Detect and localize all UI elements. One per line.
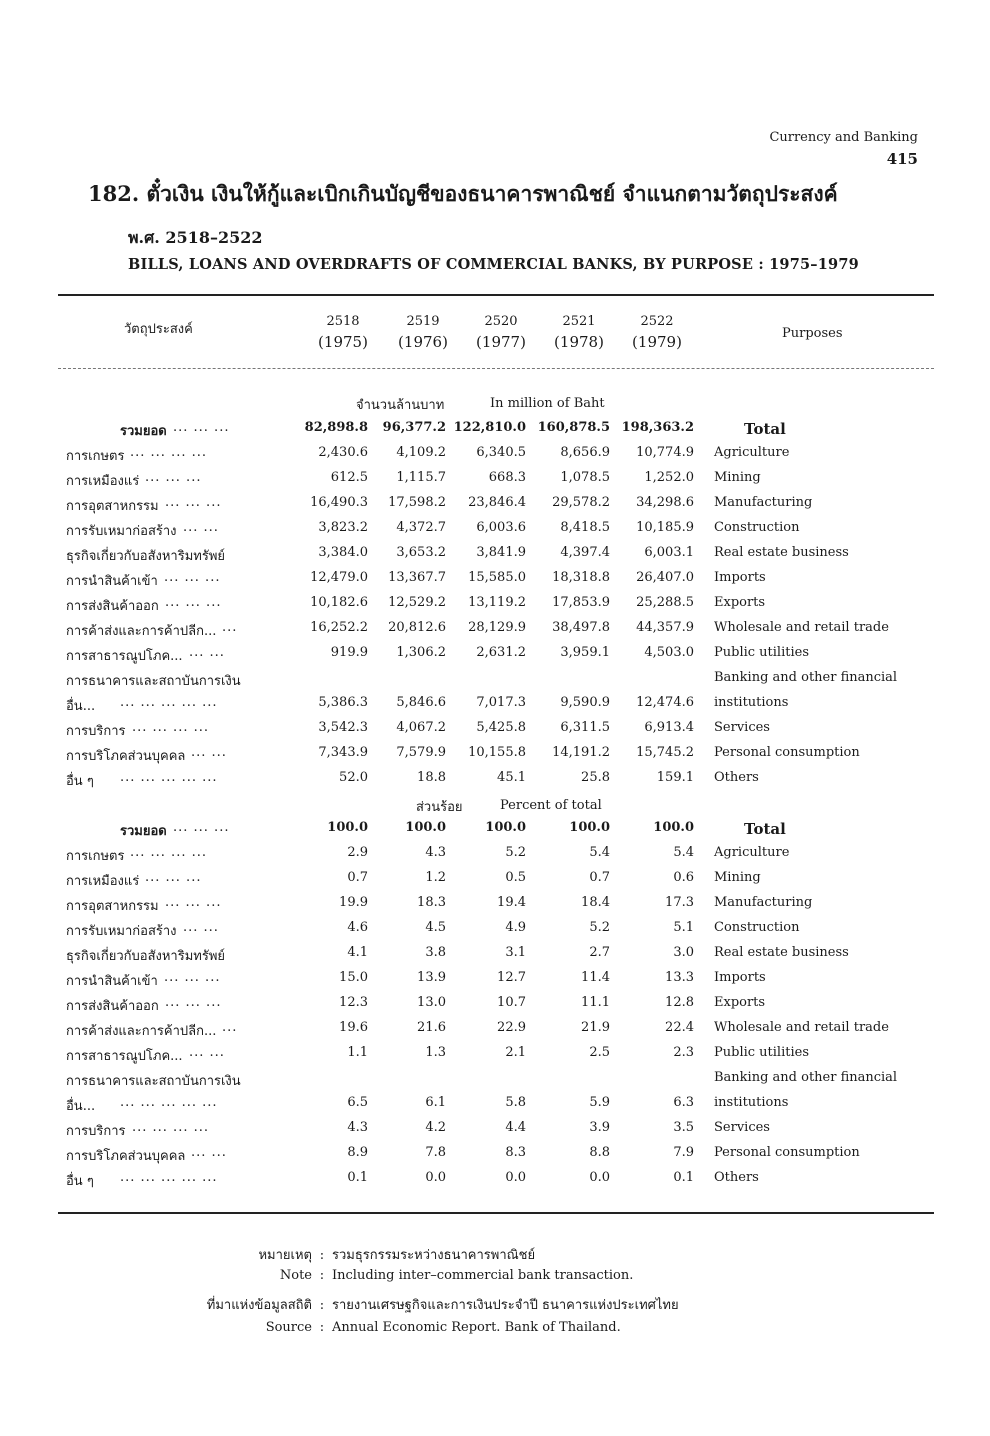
cell-value: 4,397.4: [560, 545, 610, 560]
cell-value: 3,384.0: [318, 545, 368, 560]
table-row: [0, 695, 990, 719]
table-row: [0, 870, 990, 894]
cell-value: 22.9: [497, 1020, 526, 1035]
row-label-thai: ธุรกิจเกี่ยวกับอสังหาริมทรัพย์: [66, 949, 226, 964]
row-label-thai: การเกษตร: [66, 449, 125, 464]
table-row: [0, 645, 990, 669]
header-separator: [58, 368, 934, 369]
cell-value: 3,653.2: [396, 545, 446, 560]
table-row: [0, 995, 990, 1019]
cell-value: 29,578.2: [552, 495, 610, 510]
cell-value: 0.0: [425, 1170, 446, 1185]
cell-value: 919.9: [330, 645, 368, 660]
table-row: [0, 1170, 990, 1194]
cell-value: 2.3: [673, 1045, 694, 1060]
row-label-english: institutions: [714, 1095, 789, 1110]
row-label-english: Real estate business: [714, 945, 849, 960]
cell-value: 160,878.5: [537, 420, 610, 435]
cell-value: 1,252.0: [644, 470, 694, 485]
row-label-english: Personal consumption: [714, 745, 860, 760]
note-text: Including inter–commercial bank transaction.: [332, 1268, 634, 1283]
cell-value: 100.0: [653, 820, 694, 835]
cell-value: 4.9: [505, 920, 526, 935]
cell-value: 122,810.0: [453, 420, 526, 435]
table-row: [0, 570, 990, 594]
cell-value: 8.9: [347, 1145, 368, 1160]
cell-value: 17,853.9: [552, 595, 610, 610]
cell-value: 0.1: [347, 1170, 368, 1185]
row-label-thai: การบริโภคส่วนบุคคล: [66, 1149, 186, 1164]
table-row: [0, 445, 990, 469]
row-label-english: Agriculture: [714, 845, 790, 860]
table-row: [0, 920, 990, 944]
cell-value: 2.7: [589, 945, 610, 960]
row-label-thai: การบริโภคส่วนบุคคล: [66, 749, 186, 764]
cell-value: 10,182.6: [310, 595, 368, 610]
row-leader-dots: ... ... ... ... ...: [120, 1170, 218, 1185]
cell-value: 18.8: [417, 770, 446, 785]
cell-value: 5.4: [673, 845, 694, 860]
cell-value: 7.8: [425, 1145, 446, 1160]
row-leader-dots: ... ... ... ...: [132, 720, 209, 735]
cell-value: 18.3: [417, 895, 446, 910]
cell-value: 0.7: [589, 870, 610, 885]
row-leader-dots: ... ...: [189, 645, 225, 660]
row-leader-dots: ... ... ... ... ...: [120, 1095, 218, 1110]
cell-value: 2,631.2: [476, 645, 526, 660]
cell-value: 23,846.4: [468, 495, 526, 510]
row-label-english: Agriculture: [714, 445, 790, 460]
table-row: [0, 1045, 990, 1069]
cell-value: 5.4: [589, 845, 610, 860]
cell-value: 5.1: [673, 920, 694, 935]
cell-value: 612.5: [330, 470, 368, 485]
table-row: [0, 820, 990, 844]
cell-value: 4,109.2: [396, 445, 446, 460]
cell-value: 159.1: [656, 770, 694, 785]
cell-value: 5.8: [505, 1095, 526, 1110]
cell-value: 17.3: [665, 895, 694, 910]
cell-value: 2.1: [505, 1045, 526, 1060]
note-key: หมายเหตุ: [258, 1248, 312, 1263]
row-label-english: Imports: [714, 570, 766, 585]
cell-value: 7,343.9: [318, 745, 368, 760]
row-label-english: institutions: [714, 695, 789, 710]
table-title-english: BILLS, LOANS AND OVERDRAFTS OF COMMERCIAL BANKS, BY PURPOSE : 1975–1979: [128, 256, 859, 273]
cell-value: 16,252.2: [310, 620, 368, 635]
cell-value: 0.0: [589, 1170, 610, 1185]
cell-value: 18.4: [581, 895, 610, 910]
unit-en-percent: Percent of total: [500, 798, 602, 813]
cell-value: 6.1: [425, 1095, 446, 1110]
cell-value: 25.8: [581, 770, 610, 785]
cell-value: 11.4: [581, 970, 610, 985]
cell-value: 13.9: [417, 970, 446, 985]
cell-value: 8,656.9: [560, 445, 610, 460]
table-row: [0, 545, 990, 569]
cell-value: 44,357.9: [636, 620, 694, 635]
row-label-english: Others: [714, 1170, 759, 1185]
cell-value: 5.9: [589, 1095, 610, 1110]
row-leader-dots: ... ... ...: [164, 570, 221, 585]
cell-value: 82,898.8: [304, 420, 368, 435]
cell-value: 100.0: [569, 820, 610, 835]
row-label-thai: การนำสินค้าเข้า: [66, 574, 158, 589]
cell-value: 100.0: [485, 820, 526, 835]
row-label-thai: รวมยอด: [120, 824, 167, 839]
cell-value: 7.9: [673, 1145, 694, 1160]
row-leader-dots: ... ...: [191, 745, 227, 760]
cell-value: 4.3: [425, 845, 446, 860]
source-key: Source: [265, 1320, 312, 1335]
row-label-english: Wholesale and retail trade: [714, 1020, 889, 1035]
cell-value: 5.2: [505, 845, 526, 860]
year-header: [464, 312, 538, 352]
cell-value: 6,913.4: [644, 720, 694, 735]
cell-value: 4.6: [347, 920, 368, 935]
cell-value: 668.3: [488, 470, 526, 485]
row-leader-dots: ... ...: [189, 1045, 225, 1060]
row-leader-dots: ... ... ...: [165, 595, 222, 610]
cell-value: 5,425.8: [476, 720, 526, 735]
row-label-english: Manufacturing: [714, 895, 813, 910]
row-leader-dots: ... ... ...: [164, 970, 221, 985]
cell-value: 8.8: [589, 1145, 610, 1160]
cell-value: 3,959.1: [560, 645, 610, 660]
table-row: [0, 895, 990, 919]
row-label-thai: การบริการ: [66, 1124, 126, 1139]
cell-value: 52.0: [339, 770, 368, 785]
year-be: 2520: [484, 314, 518, 329]
cell-value: 0.5: [505, 870, 526, 885]
row-label-thai: อื่น ๆ: [66, 1174, 94, 1189]
purpose-en-header: Purposes: [782, 326, 843, 341]
row-leader-dots: ... ... ... ...: [130, 445, 207, 460]
row-label-thai: การค้าส่งและการค้าปลีก...: [66, 1024, 217, 1039]
row-label-thai: อื่น...: [66, 699, 96, 714]
row-label-english: Wholesale and retail trade: [714, 620, 889, 635]
source-key: ที่มาแห่งข้อมูลสถิติ: [206, 1298, 312, 1313]
cell-value: 4,503.0: [644, 645, 694, 660]
cell-value: 7,579.9: [396, 745, 446, 760]
cell-value: 96,377.2: [382, 420, 446, 435]
cell-value: 0.1: [673, 1170, 694, 1185]
year-header: [306, 312, 380, 352]
table-row: [0, 1095, 990, 1119]
cell-value: 1.3: [425, 1045, 446, 1060]
cell-value: 3.0: [673, 945, 694, 960]
row-label-english: Mining: [714, 470, 761, 485]
cell-value: 3.8: [425, 945, 446, 960]
cell-value: 2,430.6: [318, 445, 368, 460]
cell-value: 4.4: [505, 1120, 526, 1135]
unit-thai-amount: จำนวนล้านบาท: [356, 398, 445, 413]
row-label-english: Exports: [714, 595, 766, 610]
row-leader-dots: ... ... ...: [165, 995, 222, 1010]
row-label-english: Personal consumption: [714, 1145, 860, 1160]
table-row: [0, 595, 990, 619]
row-label-thai: การส่งสินค้าออก: [66, 599, 159, 614]
cell-value: 6.3: [673, 1095, 694, 1110]
note-key: Note: [279, 1268, 312, 1283]
table-row: [0, 1120, 990, 1144]
cell-value: 45.1: [497, 770, 526, 785]
row-leader-dots: ... ...: [183, 920, 219, 935]
row-label-english: Exports: [714, 995, 766, 1010]
row-label-english: Total: [744, 420, 786, 438]
section-header: Currency and Banking: [769, 130, 918, 145]
cell-value: 3.1: [505, 945, 526, 960]
cell-value: 198,363.2: [621, 420, 694, 435]
cell-value: 3.9: [589, 1120, 610, 1135]
table-row: [0, 845, 990, 869]
cell-value: 19.9: [339, 895, 368, 910]
cell-value: 25,288.5: [636, 595, 694, 610]
table-row: [0, 470, 990, 494]
table-title-thai: 182. ตั๋วเงิน เงินให้กู้และเบิกเกินบัญชีของธนาคารพาณิชย์ จำแนกตามวัตถุประสงค์: [88, 181, 838, 206]
year-be: 2519: [406, 314, 440, 329]
cell-value: 6.5: [347, 1095, 368, 1110]
cell-value: 4.2: [425, 1120, 446, 1135]
year-header: [620, 312, 694, 352]
cell-value: 10,774.9: [636, 445, 694, 460]
cell-value: 26,407.0: [636, 570, 694, 585]
cell-value: 6,340.5: [476, 445, 526, 460]
table-row: [0, 1020, 990, 1044]
cell-value: 12.7: [497, 970, 526, 985]
cell-value: 5,386.3: [318, 695, 368, 710]
source-english: Source : Annual Economic Report. Bank of Thailand.: [62, 1320, 621, 1335]
row-label-english: Construction: [714, 920, 800, 935]
row-label-english: Manufacturing: [714, 495, 813, 510]
row-leader-dots: ... ... ... ...: [130, 845, 207, 860]
year-ad: (1979): [632, 333, 682, 351]
cell-value: 18,318.8: [552, 570, 610, 585]
cell-value: 22.4: [665, 1020, 694, 1035]
cell-value: 15,745.2: [636, 745, 694, 760]
cell-value: 1.2: [425, 870, 446, 885]
cell-value: 4.1: [347, 945, 368, 960]
top-rule: [58, 294, 934, 296]
cell-value: 12,529.2: [388, 595, 446, 610]
cell-value: 0.6: [673, 870, 694, 885]
row-label-thai: รวมยอด: [120, 424, 167, 439]
cell-value: 12.3: [339, 995, 368, 1010]
source-text: รายงานเศรษฐกิจและการเงินประจำปี ธนาคารแห่งประเทศไทย: [332, 1298, 679, 1313]
cell-value: 6,311.5: [560, 720, 610, 735]
cell-value: 15,585.0: [468, 570, 526, 585]
note-thai: หมายเหตุ : รวมธุรกรรมระหว่างธนาคารพาณิชย์: [62, 1244, 535, 1265]
row-label-english: Public utilities: [714, 1045, 809, 1060]
row-leader-dots: ... ... ...: [173, 820, 230, 835]
row-label-english: Total: [744, 820, 786, 838]
row-label-english: Banking and other financial: [714, 1070, 898, 1085]
cell-value: 4,372.7: [396, 520, 446, 535]
cell-value: 20,812.6: [388, 620, 446, 635]
cell-value: 9,590.9: [560, 695, 610, 710]
cell-value: 13,367.7: [388, 570, 446, 585]
cell-value: 1,078.5: [560, 470, 610, 485]
table-row: [0, 770, 990, 794]
row-label-thai: การค้าส่งและการค้าปลีก...: [66, 624, 217, 639]
row-label-thai: การเกษตร: [66, 849, 125, 864]
year-ad: (1975): [318, 333, 368, 351]
row-leader-dots: ... ... ... ...: [132, 1120, 209, 1135]
row-leader-dots: ... ...: [191, 1145, 227, 1160]
bottom-rule: [58, 1212, 934, 1214]
cell-value: 1.1: [347, 1045, 368, 1060]
year-be: 2522: [640, 314, 674, 329]
cell-value: 1,115.7: [396, 470, 446, 485]
row-label-english: Banking and other financial: [714, 670, 898, 685]
row-label-english: Construction: [714, 520, 800, 535]
table-row: [0, 720, 990, 744]
cell-value: 100.0: [327, 820, 368, 835]
row-label-thai: อื่น...: [66, 1099, 96, 1114]
row-label-thai: การอุตสาหกรรม: [66, 499, 159, 514]
row-label-english: Real estate business: [714, 545, 849, 560]
table-row: [0, 420, 990, 444]
cell-value: 1,306.2: [396, 645, 446, 660]
cell-value: 100.0: [405, 820, 446, 835]
cell-value: 10.7: [497, 995, 526, 1010]
table-row: [0, 495, 990, 519]
cell-value: 12,474.6: [636, 695, 694, 710]
year-header: [386, 312, 460, 352]
row-label-thai: การรับเหมาก่อสร้าง: [66, 924, 177, 939]
cell-value: 3,542.3: [318, 720, 368, 735]
row-leader-dots: ... ...: [183, 520, 219, 535]
unit-thai-percent: ส่วนร้อย: [416, 800, 463, 815]
row-label-thai: อื่น ๆ: [66, 774, 94, 789]
source-thai: ที่มาแห่งข้อมูลสถิติ : รายงานเศรษฐกิจและการเงินประจำปี ธนาคารแห่งประเทศไทย: [62, 1294, 679, 1315]
year-ad: (1978): [554, 333, 604, 351]
table-row: [0, 945, 990, 969]
row-label-thai: การเหมืองแร่: [66, 474, 140, 489]
cell-value: 21.9: [581, 1020, 610, 1035]
row-leader-dots: ... ... ... ... ...: [120, 695, 218, 710]
row-label-thai: การธนาคารและสถาบันการเงิน: [66, 1074, 241, 1089]
cell-value: 2.5: [589, 1045, 610, 1060]
cell-value: 21.6: [417, 1020, 446, 1035]
source-text: Annual Economic Report. Bank of Thailand.: [332, 1320, 621, 1335]
year-header: [542, 312, 616, 352]
page-number: 415: [886, 150, 918, 168]
row-leader-dots: ... ... ...: [173, 420, 230, 435]
cell-value: 0.0: [505, 1170, 526, 1185]
cell-value: 6,003.1: [644, 545, 694, 560]
cell-value: 13,119.2: [468, 595, 526, 610]
row-label-english: Services: [714, 1120, 770, 1135]
cell-value: 17,598.2: [388, 495, 446, 510]
row-label-thai: การบริการ: [66, 724, 126, 739]
cell-value: 4.3: [347, 1120, 368, 1135]
cell-value: 4.5: [425, 920, 446, 935]
cell-value: 13.0: [417, 995, 446, 1010]
row-label-english: Imports: [714, 970, 766, 985]
row-leader-dots: ... ... ...: [145, 470, 202, 485]
unit-en-amount: In million of Baht: [490, 396, 605, 411]
row-label-english: Services: [714, 720, 770, 735]
cell-value: 19.6: [339, 1020, 368, 1035]
row-label-thai: การสาธารณูปโภค...: [66, 649, 183, 664]
cell-value: 15.0: [339, 970, 368, 985]
row-label-thai: การสาธารณูปโภค...: [66, 1049, 183, 1064]
cell-value: 14,191.2: [552, 745, 610, 760]
row-label-thai: ธุรกิจเกี่ยวกับอสังหาริมทรัพย์: [66, 549, 226, 564]
cell-value: 10,185.9: [636, 520, 694, 535]
year-ad: (1977): [476, 333, 526, 351]
row-label-thai: การอุตสาหกรรม: [66, 899, 159, 914]
table-row: [0, 620, 990, 644]
cell-value: 8.3: [505, 1145, 526, 1160]
cell-value: 13.3: [665, 970, 694, 985]
row-label-thai: การส่งสินค้าออก: [66, 999, 159, 1014]
cell-value: 10,155.8: [468, 745, 526, 760]
purpose-thai-header: วัตถุประสงค์: [124, 322, 193, 337]
year-be: 2521: [562, 314, 596, 329]
cell-value: 5,846.6: [396, 695, 446, 710]
table-row: [0, 970, 990, 994]
row-label-thai: การเหมืองแร่: [66, 874, 140, 889]
table-title-thai-years: พ.ศ. 2518–2522: [128, 228, 263, 247]
cell-value: 19.4: [497, 895, 526, 910]
cell-value: 7,017.3: [476, 695, 526, 710]
cell-value: 38,497.8: [552, 620, 610, 635]
table-row: [0, 1070, 990, 1094]
cell-value: 5.2: [589, 920, 610, 935]
row-leader-dots: ...: [222, 1020, 238, 1035]
cell-value: 0.7: [347, 870, 368, 885]
note-text: รวมธุรกรรมระหว่างธนาคารพาณิชย์: [332, 1248, 536, 1263]
row-label-thai: การนำสินค้าเข้า: [66, 974, 158, 989]
row-label-english: Mining: [714, 870, 761, 885]
cell-value: 34,298.6: [636, 495, 694, 510]
year-be: 2518: [326, 314, 360, 329]
row-label-english: Others: [714, 770, 759, 785]
table-row: [0, 670, 990, 694]
note-english: Note : Including inter–commercial bank transaction.: [62, 1268, 633, 1283]
cell-value: 12,479.0: [310, 570, 368, 585]
cell-value: 3.5: [673, 1120, 694, 1135]
row-leader-dots: ... ... ...: [145, 870, 202, 885]
table-row: [0, 520, 990, 544]
year-ad: (1976): [398, 333, 448, 351]
cell-value: 2.9: [347, 845, 368, 860]
row-label-thai: การธนาคารและสถาบันการเงิน: [66, 674, 241, 689]
row-leader-dots: ...: [222, 620, 238, 635]
cell-value: 8,418.5: [560, 520, 610, 535]
table-row: [0, 745, 990, 769]
cell-value: 4,067.2: [396, 720, 446, 735]
cell-value: 16,490.3: [310, 495, 368, 510]
table-row: [0, 1145, 990, 1169]
row-leader-dots: ... ... ... ... ...: [120, 770, 218, 785]
cell-value: 6,003.6: [476, 520, 526, 535]
row-leader-dots: ... ... ...: [165, 495, 222, 510]
row-leader-dots: ... ... ...: [165, 895, 222, 910]
row-label-thai: การรับเหมาก่อสร้าง: [66, 524, 177, 539]
cell-value: 11.1: [581, 995, 610, 1010]
cell-value: 12.8: [665, 995, 694, 1010]
row-label-english: Public utilities: [714, 645, 809, 660]
cell-value: 3,823.2: [318, 520, 368, 535]
cell-value: 3,841.9: [476, 545, 526, 560]
cell-value: 28,129.9: [468, 620, 526, 635]
